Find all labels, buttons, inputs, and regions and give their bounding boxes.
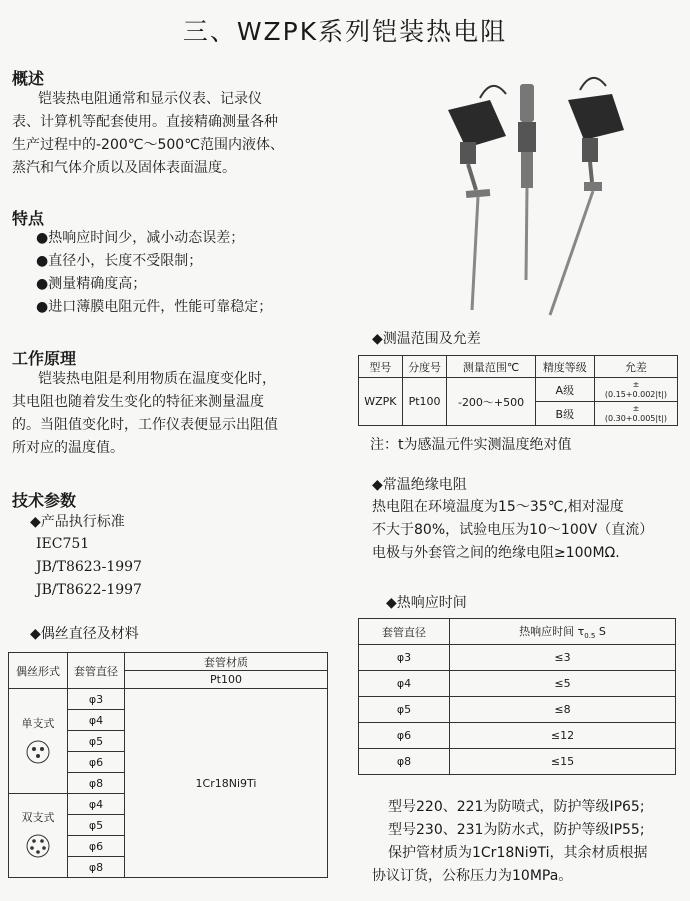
diameter-cell: φ8 xyxy=(68,773,125,794)
standard-list xyxy=(36,533,142,602)
diameter-cell: φ5 xyxy=(68,815,125,836)
tolerance-b-cell xyxy=(594,402,677,426)
range-col-header: 分度号 xyxy=(402,356,447,378)
principle-heading: 工作原理 xyxy=(12,349,77,368)
feature-item: ●热响应时间少，减小动态误差； xyxy=(36,230,245,246)
range-note: 注：t为感温元件实测温度绝对值 xyxy=(370,437,572,453)
model-cell: WZPK xyxy=(359,378,403,426)
tolerance-b-sign: ± xyxy=(632,403,640,413)
overview-heading: 概述 xyxy=(12,69,45,88)
tolerance-a-value: (0.15+0.002|t|) xyxy=(604,389,668,399)
single-type-label: 单支式 xyxy=(21,716,55,730)
single-connector-icon xyxy=(25,739,51,765)
standard-item: JB/T8622-1997 xyxy=(36,582,142,598)
insulation-text xyxy=(372,496,690,565)
diameter-cell: φ6 xyxy=(68,836,125,857)
range-col-header: 精度等级 xyxy=(535,356,594,378)
range-cell: -200～+500 xyxy=(447,378,535,426)
materials-table xyxy=(8,652,328,878)
overview-line: 生产过程中的-200℃～500℃范围内液体、 xyxy=(12,137,284,153)
graduation-cell: Pt100 xyxy=(402,378,447,426)
principle-line: 铠装热电阻是利用物质在温度变化时， xyxy=(38,371,276,387)
response-heading: ◆热响应时间 xyxy=(386,595,467,611)
tolerance-a-sign: ± xyxy=(632,379,640,389)
bottom-notes xyxy=(372,796,690,888)
col-pt100: Pt100 xyxy=(125,671,328,689)
class-a-cell: A级 xyxy=(535,378,594,402)
sensor-3 xyxy=(550,78,624,315)
response-col-diameter: 套管直径 xyxy=(359,619,450,645)
response-col-time xyxy=(450,619,676,645)
response-time-cell: ≤3 xyxy=(450,645,676,671)
diameter-cell: φ8 xyxy=(68,857,125,878)
response-dia-cell: φ5 xyxy=(359,697,450,723)
insulation-line: 电极与外套管之间的绝缘电阻≥100MΩ. xyxy=(372,545,620,561)
response-dia-cell: φ4 xyxy=(359,671,450,697)
principle-line: 的。当阻值变化时，工作仪表便显示出阻值 xyxy=(12,417,278,433)
range-col-header: 测量范围℃ xyxy=(447,356,535,378)
note-line: 型号220、221为防喷式，防护等级IP65; xyxy=(388,799,645,815)
feature-item: ●进口薄膜电阻元件，性能可靠稳定； xyxy=(36,299,273,315)
note-line: 保护管材质为1Cr18Ni9Ti，其余材质根据 xyxy=(388,845,648,861)
feature-item: ●直径小，长度不受限制； xyxy=(36,253,203,269)
material-cell: 1Cr18Ni9Ti xyxy=(125,689,328,878)
response-dia-cell: φ3 xyxy=(359,645,450,671)
double-type-label: 双支式 xyxy=(21,811,55,824)
features-list xyxy=(36,227,346,319)
col-material: 套管材质 xyxy=(125,653,328,671)
overview-line: 表、计算机等配套使用。直接精确测量各种 xyxy=(12,114,278,130)
materials-heading: ◆偶丝直径及材料 xyxy=(30,626,139,642)
diameter-cell: φ4 xyxy=(68,710,125,731)
sensor-photo xyxy=(420,70,660,330)
tolerance-b-value: (0.30+0.005|t|) xyxy=(604,413,668,423)
principle-line: 其电阻也随着发生变化的特征来测量温度 xyxy=(12,394,264,410)
response-dia-cell: φ6 xyxy=(359,723,450,749)
sensor-2 xyxy=(518,84,536,280)
range-table xyxy=(358,355,678,426)
response-time-cell: ≤8 xyxy=(450,697,676,723)
response-col-time-unit: S xyxy=(595,624,606,638)
response-col-time-sub: 0.5 xyxy=(584,632,596,641)
overview-text xyxy=(12,88,342,180)
principle-text xyxy=(12,368,342,460)
response-col-time-label: 热响应时间 τ xyxy=(519,624,585,638)
insulation-heading: ◆常温绝缘电阻 xyxy=(372,477,467,493)
note-line: 型号230、231为防水式，防护等级IP55; xyxy=(388,822,645,838)
col-form: 偶丝形式 xyxy=(9,653,68,689)
double-type-cell xyxy=(9,794,68,878)
double-connector-icon xyxy=(25,833,51,859)
sensor-1 xyxy=(448,86,506,310)
diameter-cell: φ6 xyxy=(68,752,125,773)
response-time-cell: ≤5 xyxy=(450,671,676,697)
response-time-cell: ≤15 xyxy=(450,749,676,775)
page-title: 三、WZPK系列铠装热电阻 xyxy=(182,17,508,46)
standard-item: JB/T8623-1997 xyxy=(36,559,142,575)
class-b-cell: B级 xyxy=(535,402,594,426)
overview-line: 铠装热电阻通常和显示仪表、记录仪 xyxy=(38,91,262,107)
diameter-cell: φ5 xyxy=(68,731,125,752)
range-col-header: 允差 xyxy=(594,356,677,378)
feature-item: ●测量精确度高； xyxy=(36,276,147,292)
range-heading: ◆测温范围及允差 xyxy=(372,331,481,347)
standard-item: IEC751 xyxy=(36,536,90,552)
tolerance-a-cell xyxy=(594,378,677,402)
overview-line: 蒸汽和气体介质以及固体表面温度。 xyxy=(12,160,236,176)
insulation-line: 不大于80%，试验电压为10～100V（直流） xyxy=(372,522,654,538)
insulation-line: 热电阻在环境温度为15～35℃,相对湿度 xyxy=(372,499,624,515)
col-diameter: 套管直径 xyxy=(68,653,125,689)
note-line: 协议订货，公称压力为10MPa。 xyxy=(372,868,573,884)
response-dia-cell: φ8 xyxy=(359,749,450,775)
diameter-cell: φ3 xyxy=(68,689,125,710)
response-table xyxy=(358,618,676,775)
standard-heading: ◆产品执行标准 xyxy=(30,514,125,530)
tech-heading: 技术参数 xyxy=(12,491,77,510)
diameter-cell: φ4 xyxy=(68,794,125,815)
single-type-cell xyxy=(9,689,68,794)
features-heading: 特点 xyxy=(12,209,45,228)
principle-line: 所对应的温度值。 xyxy=(12,440,124,456)
range-col-header: 型号 xyxy=(359,356,403,378)
response-time-cell: ≤12 xyxy=(450,723,676,749)
